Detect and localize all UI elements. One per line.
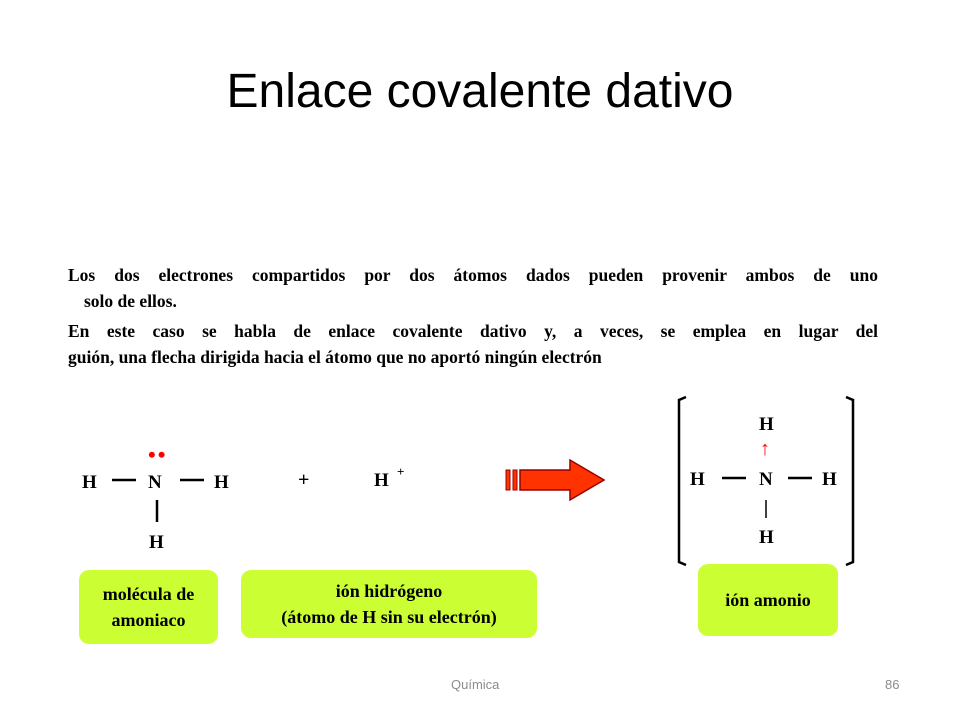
paragraph-2-line-1: En este caso se habla de enlace covalente dativo y, a veces, se emplea en lugar del [68, 321, 878, 341]
paragraph-1-line-1: Los dos electrones compartidos por dos átomos dados pueden provenir ambos de uno [68, 265, 878, 285]
dative-arrow-icon: ↑ [760, 438, 770, 460]
label-ammonia-molecule [79, 570, 218, 644]
ammonia-h-bottom: H [149, 532, 164, 553]
label-hydrogen-line-2: (átomo de H sin su electrón) [281, 607, 497, 627]
ammonium-h-top: H [759, 414, 774, 435]
ammonium-n: N [759, 469, 773, 490]
label-ammonium-ion [698, 564, 838, 636]
footer-subject: Química [451, 677, 500, 692]
ammonium-h-bottom: H [759, 527, 774, 548]
plus-sign: + [298, 469, 310, 491]
label-ammonium-text: ión amonio [725, 590, 811, 610]
paragraph-1-line-2: solo de ellos. [84, 291, 177, 311]
ammonium-h-left: H [690, 469, 705, 490]
hydrogen-charge: + [397, 464, 405, 479]
lone-pair-dots: •• [148, 442, 168, 467]
paragraph-2-line-2: guión, una flecha dirigida hacia el átomo que no aportó ningún electrón [68, 347, 602, 367]
hydrogen-symbol: H [374, 470, 389, 491]
slide-title: Enlace covalente dativo [226, 65, 734, 118]
label-ammonia-line-2: amoniaco [111, 610, 186, 630]
ammonia-structure [82, 442, 229, 553]
page-number: 86 [885, 677, 900, 692]
ammonium-h-right: H [822, 469, 837, 490]
ammonia-n: N [148, 472, 162, 493]
ammonia-h-left: H [82, 472, 97, 493]
ammonium-structure [679, 397, 853, 565]
label-hydrogen-line-1: ión hidrógeno [335, 581, 443, 601]
hydrogen-ion [374, 464, 404, 491]
right-bracket [846, 397, 853, 565]
label-hydrogen-ion [241, 570, 537, 638]
label-ammonia-line-1: molécula de [102, 584, 195, 604]
left-bracket [679, 397, 686, 565]
ammonia-h-right: H [214, 472, 229, 493]
reaction-arrow-icon [506, 460, 604, 500]
